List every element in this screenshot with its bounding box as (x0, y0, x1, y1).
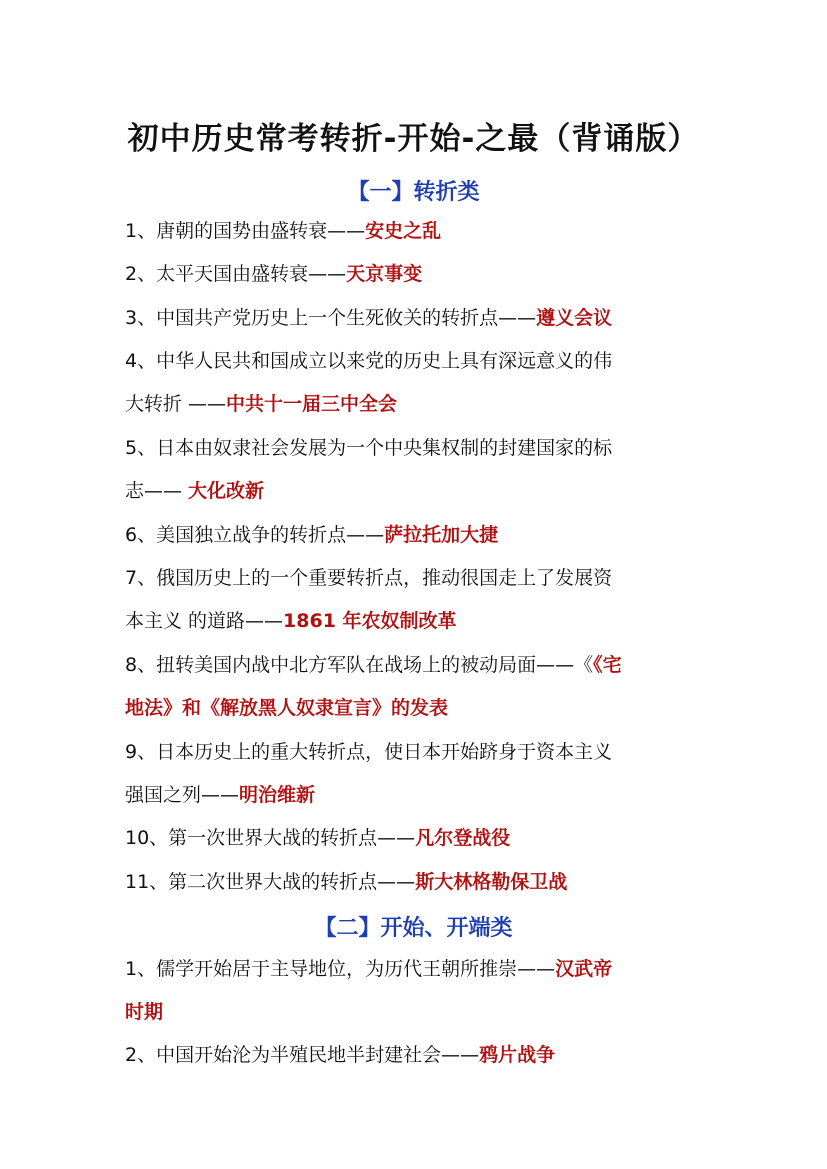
question-text: 6、美国独立战争的转折点—— (125, 524, 385, 546)
list-item-continuation (125, 999, 163, 1025)
answer-text: 地法》和《解放黑人奴隶宣言》的发表 (125, 697, 449, 719)
list-item-continuation (125, 478, 264, 504)
question-text: 11、第二次世界大战的转折点—— (125, 871, 416, 893)
answer-text: 遵义会议 (536, 307, 613, 329)
question-text: 2、中国开始沦为半殖民地半封建社会—— (125, 1044, 480, 1066)
list-item-continuation (125, 608, 457, 634)
answer-text: 中共十一届三中全会 (226, 393, 398, 415)
list-item (125, 869, 567, 895)
question-text: 志—— (125, 480, 189, 502)
list-item (125, 652, 622, 678)
list-item (125, 218, 441, 244)
answer-text: 凡尔登战役 (415, 827, 511, 849)
answer-text: 鸦片战争 (479, 1044, 556, 1066)
question-text: 2、太平天国由盛转衰—— (125, 263, 347, 285)
page-title: 初中历史常考转折-开始-之最（背诵版） (127, 121, 700, 157)
question-text: 10、第一次世界大战的转折点—— (125, 827, 416, 849)
list-item-continuation (125, 391, 397, 417)
answer-text: 萨拉托加大捷 (384, 524, 499, 546)
question-text: 8、扭转美国内战中北方军队在战场上的被动局面——《 (125, 654, 594, 676)
list-item (125, 739, 612, 765)
list-item (125, 956, 612, 982)
answer-text: 安史之乱 (365, 220, 442, 242)
list-item (125, 522, 498, 548)
question-text: 本主义 的道路—— (125, 610, 284, 632)
list-item (125, 1042, 555, 1068)
answer-text: 天京事变 (346, 263, 423, 285)
answer-text: 大化改新 (188, 480, 265, 502)
list-item-continuation (125, 695, 448, 721)
list-item (125, 348, 612, 374)
answer-text: 斯大林格勒保卫战 (415, 871, 568, 893)
answer-text: 时期 (125, 1001, 164, 1023)
question-text: 1、儒学开始居于主导地位，为历代王朝所推崇—— (125, 958, 556, 980)
list-item (125, 565, 612, 591)
question-text: 3、中国共产党历史上一个生死攸关的转折点—— (125, 307, 537, 329)
question-text: 7、俄国历史上的一个重要转折点，推动很国走上了发展资 (125, 567, 613, 589)
list-item (125, 305, 612, 331)
list-item-continuation (125, 782, 315, 808)
question-text: 9、日本历史上的重大转折点，使日本开始跻身于资本主义 (125, 741, 613, 763)
answer-text: 《宅 (593, 654, 622, 676)
question-text: 1、唐朝的国势由盛转衰—— (125, 220, 366, 242)
list-item (125, 435, 612, 461)
question-text: 强国之列—— (125, 784, 240, 806)
answer-text: 汉武帝 (555, 958, 613, 980)
section-heading-turning-points: 【一】转折类 (347, 180, 480, 205)
answer-text: 明治维新 (239, 784, 316, 806)
answer-text: 1861 年农奴制改革 (283, 610, 457, 632)
list-item (125, 261, 422, 287)
question-text: 大转折 —— (125, 393, 227, 415)
question-text: 5、日本由奴隶社会发展为一个中央集权制的封建国家的标 (125, 437, 613, 459)
section-heading-beginnings: 【二】开始、开端类 (314, 916, 513, 941)
question-text: 4、中华人民共和国成立以来党的历史上具有深远意义的伟 (125, 350, 613, 372)
list-item (125, 825, 510, 851)
